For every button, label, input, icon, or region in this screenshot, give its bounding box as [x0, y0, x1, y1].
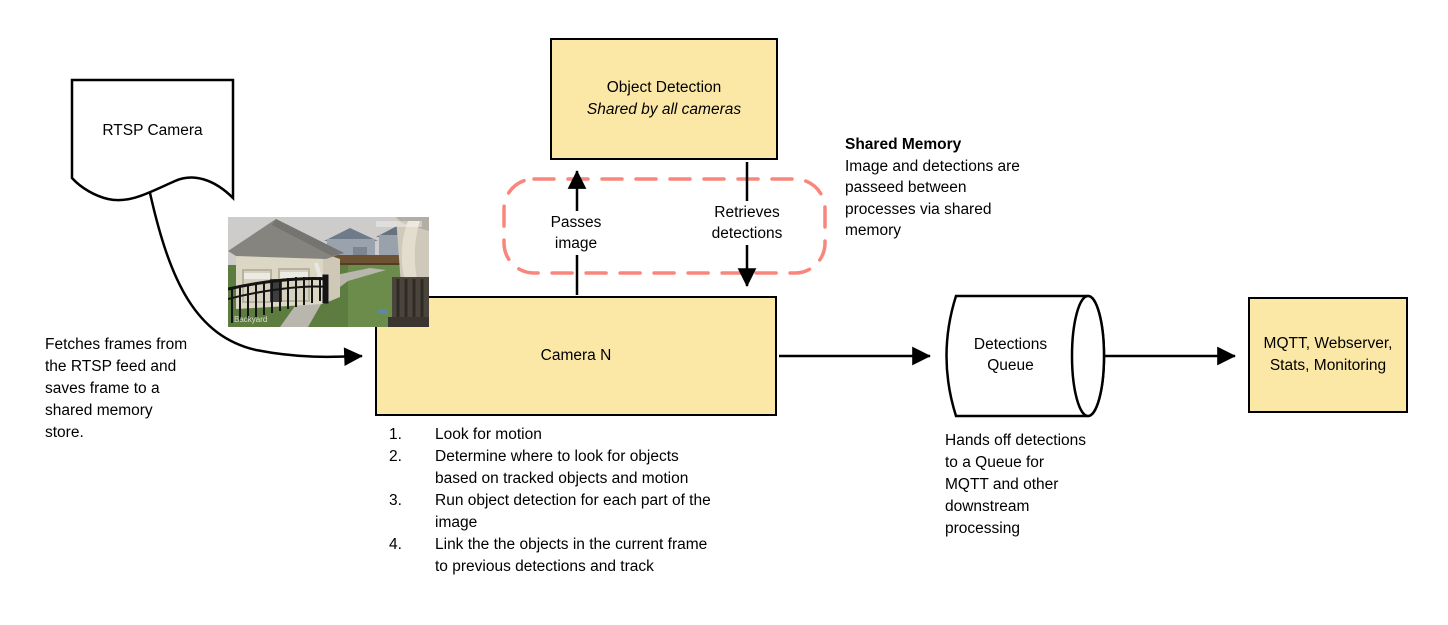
camera-step: 4. Link the the objects in the current frame to previous detections and track — [389, 536, 708, 575]
detections-queue-cap — [1072, 296, 1104, 416]
camera-snapshot-image — [228, 217, 429, 327]
detections-queue-label: Detections Queue — [973, 336, 1048, 374]
fetch-note: Fetches frames from the RTSP feed and saves frame to a shared memory store. — [45, 336, 188, 441]
camera-step: 3. Run object detection for each part of the image — [389, 492, 711, 531]
mqtt-label: MQTT, Webserver, Stats, Monitoring — [1263, 335, 1393, 374]
snapshot-watermark: Backyard — [234, 315, 268, 324]
snapshot-timestamp-overlay — [376, 221, 422, 227]
object-detection-title: Object Detection — [606, 79, 722, 97]
retrieves-detections-label: Retrieves detections — [705, 201, 789, 245]
camera-n-box — [375, 296, 777, 416]
mqtt-box — [1248, 297, 1408, 413]
shared-memory-note: Shared Memory Image and detections are passeed between processes via shared memory — [845, 134, 1070, 242]
camera-step: 1. Look for motion — [389, 426, 542, 443]
camera-step: 2. Determine where to look for objects based on tracked objects and motion — [389, 448, 689, 487]
queue-note: Hands off detections to a Queue for MQTT and other downstream processing — [945, 432, 1087, 537]
object-detection-subtitle: Shared by all cameras — [586, 101, 742, 118]
rtsp-camera-label: RTSP Camera — [102, 122, 203, 139]
shared-memory-title: Shared Memory — [845, 136, 962, 153]
camera-steps-list — [389, 424, 711, 578]
camera-n-label: Camera N — [540, 347, 612, 365]
passes-image-label: Passes image — [543, 211, 609, 255]
object-detection-box — [550, 38, 778, 160]
